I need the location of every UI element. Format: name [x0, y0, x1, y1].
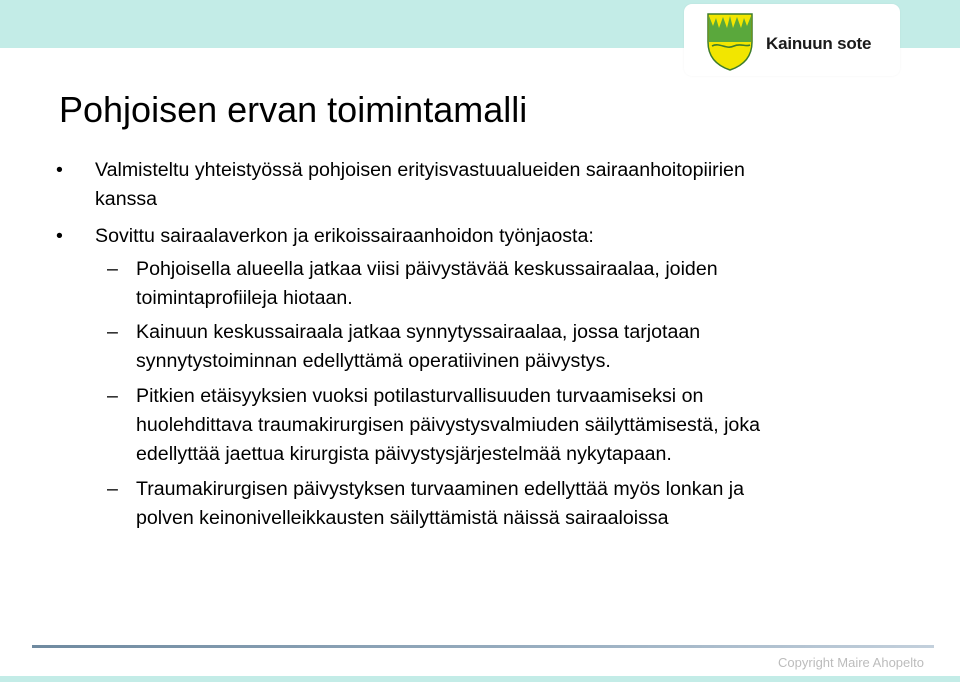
sub-bullet-item	[136, 475, 906, 533]
copyright-text: Copyright Maire Ahopelto	[778, 655, 924, 670]
bullet-marker: •	[56, 225, 63, 247]
bullet-line: Pohjoisella alueella jatkaa viisi päivystävää keskussairaalaa, joiden	[136, 258, 718, 280]
bullet-line: toimintaprofiileja hiotaan.	[136, 287, 353, 309]
bullet-line: Valmisteltu yhteistyössä pohjoisen erityisvastuualueiden sairaanhoitopiirien	[95, 159, 745, 181]
bullet-item	[95, 222, 895, 251]
footer-divider	[32, 645, 934, 648]
sub-bullet-item	[136, 318, 906, 376]
sub-bullet-item	[136, 382, 906, 469]
bullet-line: synnytystoiminnan edellyttämä operatiivinen päivystys.	[136, 350, 611, 372]
bullet-line: Sovittu sairaalaverkon ja erikoissairaanhoidon työnjaosta:	[95, 225, 594, 247]
logo-card	[684, 4, 900, 76]
sub-bullet-marker: –	[107, 258, 118, 280]
bullet-item	[95, 156, 895, 214]
bullet-line: polven keinonivelleikkausten säilyttämistä näissä sairaaloissa	[136, 507, 669, 529]
bullet-line: Traumakirurgisen päivystyksen turvaaminen edellyttää myös lonkan ja	[136, 478, 745, 500]
sub-bullet-marker: –	[107, 478, 118, 500]
slide-title: Pohjoisen ervan toimintamalli	[59, 89, 528, 130]
sub-bullet-marker: –	[107, 385, 118, 407]
bullet-line: kanssa	[95, 188, 158, 210]
sub-bullet-marker: –	[107, 321, 118, 343]
bullet-line: Pitkien etäisyyksien vuoksi potilasturvallisuuden turvaamiseksi on	[136, 385, 704, 407]
bullet-marker: •	[56, 159, 63, 181]
bottom-band	[0, 676, 960, 682]
sub-bullet-item	[136, 255, 906, 313]
bullet-line: edellyttää jaettua kirurgista päivystysjärjestelmää nykytapaan.	[136, 443, 672, 465]
kainuu-coat-of-arms-icon	[706, 12, 754, 72]
logo-text: Kainuun sote	[766, 34, 872, 53]
bullet-line: huolehdittava traumakirurgisen päivystysvalmiuden säilyttämisestä, joka	[136, 414, 761, 436]
bullet-line: Kainuun keskussairaala jatkaa synnytyssairaalaa, jossa tarjotaan	[136, 321, 701, 343]
